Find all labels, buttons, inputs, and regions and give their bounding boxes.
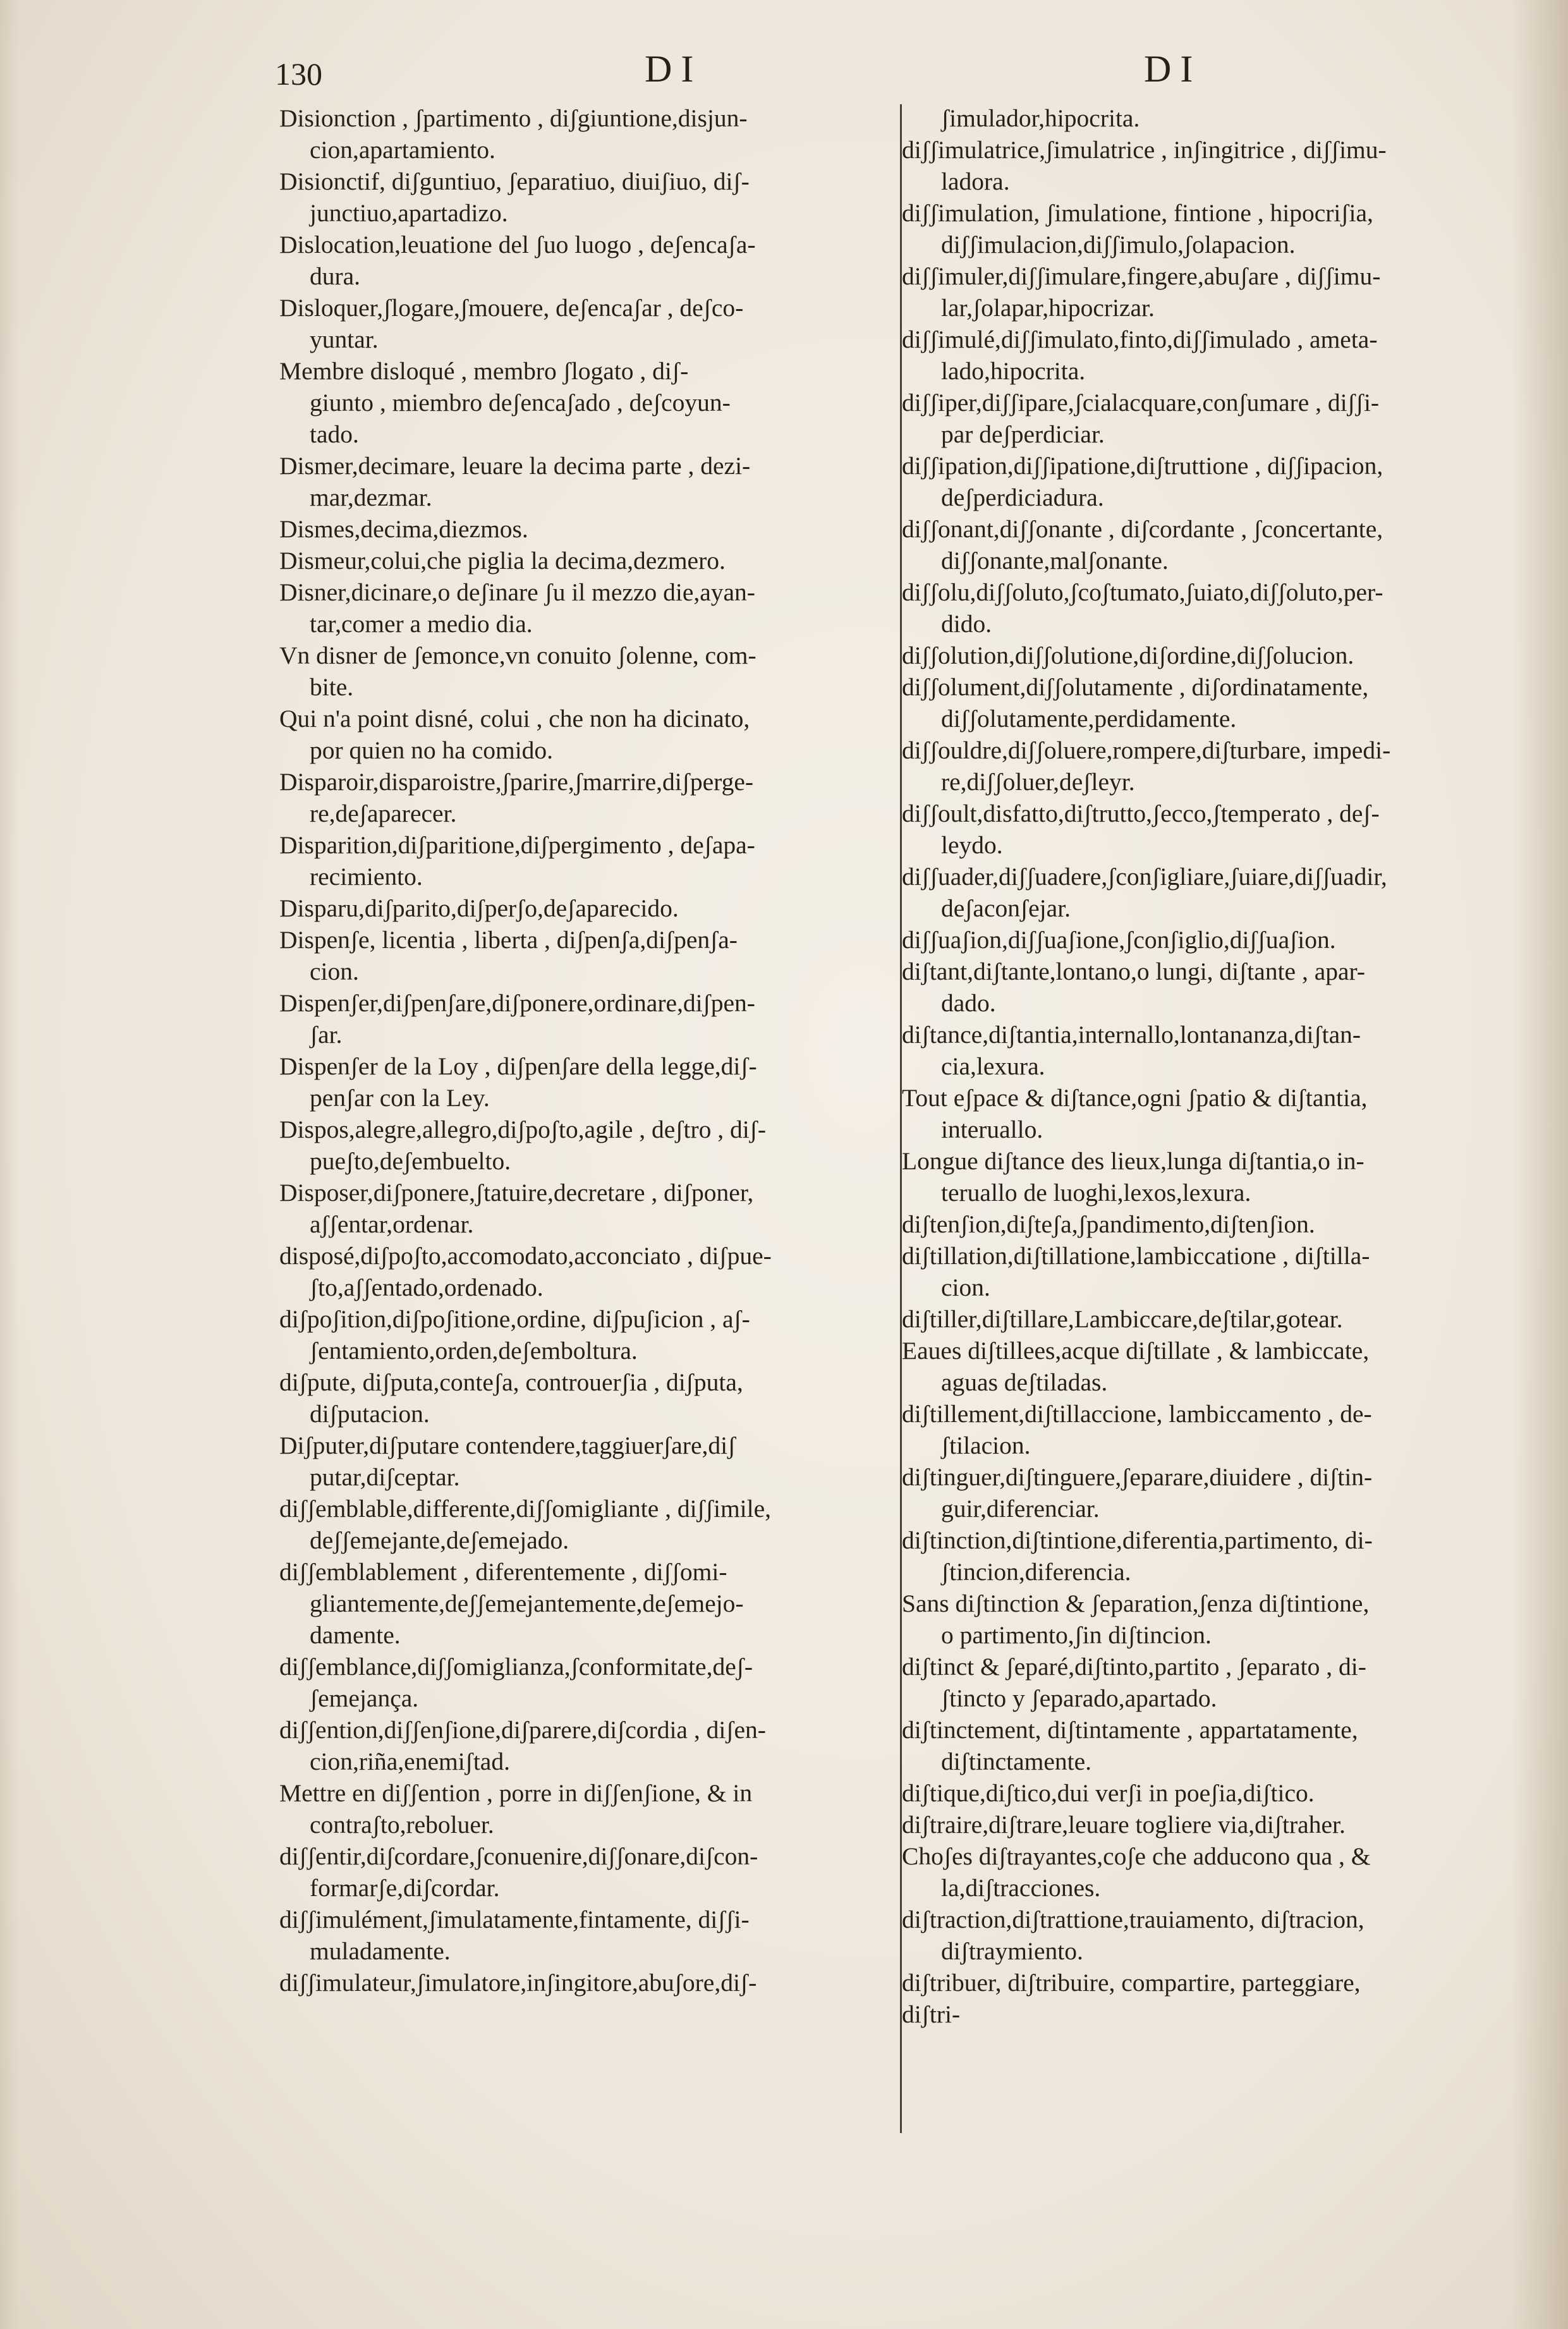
entry-continuation-line: mar,dezmar. [310,483,432,511]
entry-line: diʃʃimulateur,ʃimulatore,inʃingitore,abuʃore,diʃ- [279,1969,757,1997]
entry-line: diʃtenʃion,diʃteʃa,ʃpandimento,diʃtenʃion. [902,1210,1315,1238]
entry-line: Disparoir,disparoistre,ʃparire,ʃmarrire,diʃperge- [279,768,754,796]
entry-line: diʃʃimuler,diʃʃimulare,fingere,abuʃare , diʃʃimu- [902,262,1381,290]
page-left-edge-shadow [0,0,19,2329]
entry-continuation-line: guir,diferenciar. [941,1495,1100,1523]
entry-continuation-line: pueʃto,deʃembuelto. [310,1147,511,1175]
entry-continuation-line: junctiuo,apartadizo. [310,199,508,227]
entry-continuation-line: cion,apartamiento. [310,136,495,164]
entry-continuation-line: dido. [941,610,992,638]
entry-line: diʃtinctement, diʃtintamente , appartatamente, [902,1716,1358,1744]
entry-continuation-line: deʃperdiciadura. [941,483,1104,511]
entry-continuation-line: penʃar con la Ley. [310,1084,490,1112]
entry-continuation-line: ʃimulador,hipocrita. [941,104,1140,132]
entry-line: diʃʃemblable,differente,diʃʃomigliante , diʃʃimile, [279,1495,772,1523]
entry-continuation-line: diʃʃimulacion,diʃʃimulo,ʃolapacion. [941,231,1296,258]
entry-line: Diʃputer,diʃputare contendere,taggiuerʃare,diʃ [279,1432,736,1459]
entry-line: diʃʃimulément,ʃimulatamente,fintamente, diʃʃi- [279,1906,750,1933]
entry-line: diʃʃemblablement , diferentemente , diʃʃomi- [279,1558,727,1586]
entry-line: diʃʃouldre,diʃʃoluere,rompere,diʃturbare, impedi- [902,736,1391,764]
entry-line: diʃtinction,diʃtintione,diferentia,partimento, di- [902,1526,1373,1554]
entry-line: Dispenʃe, licentia , liberta , diʃpenʃa,diʃpenʃa- [279,926,738,954]
entry-line: Disner,dicinare,o deʃinare ʃu il mezzo die,ayan- [279,578,755,606]
entry-line: diʃʃention,diʃʃenʃione,diʃparere,diʃcordia , diʃen- [279,1716,766,1744]
entry-line: diʃtique,diʃtico,dui verʃi in poeʃia,diʃtico. [902,1779,1315,1807]
entry-continuation-line: deʃʃemejante,deʃemejado. [310,1526,569,1554]
entry-line: diʃʃolution,diʃʃolutione,diʃordine,diʃʃolucion. [902,642,1354,669]
entry-continuation-line: cion. [941,1274,990,1301]
entry-continuation-line: par deʃperdiciar. [941,420,1105,448]
entry-continuation-line: diʃʃolutamente,perdidamente. [941,705,1237,733]
entry-continuation-line: re,deʃaparecer. [310,800,457,827]
entry-continuation-line: damente. [310,1621,401,1649]
entry-line: diʃʃolument,diʃʃolutamente , diʃordinatamente, [902,673,1369,701]
entry-line: Dispenʃer,diʃpenʃare,diʃponere,ordinare,diʃpen- [279,989,755,1017]
entry-line: Disloquer,ʃlogare,ʃmouere, deʃencaʃar , deʃco- [279,294,744,322]
entry-line: diʃtillement,diʃtillaccione, lambiccamento , de- [902,1400,1372,1428]
entry-line: Dispos,alegre,allegro,diʃpoʃto,agile , deʃtro , diʃ- [279,1116,766,1143]
entry-continuation-line: leydo. [941,831,1003,859]
entry-continuation-line: ʃentamiento,orden,deʃemboltura. [310,1337,638,1365]
entry-line: Vn disner de ʃemonce,vn conuito ʃolenne, com- [279,642,757,669]
entry-line: diʃʃemblance,diʃʃomiglianza,ʃconformitate,deʃ- [279,1653,753,1681]
entry-continuation-line: ʃto,aʃʃentado,ordenado. [310,1274,544,1301]
entry-continuation-line: tar,comer a medio dia. [310,610,533,638]
entry-line: disposé,diʃpoʃto,accomodato,acconciato , diʃpue- [279,1242,772,1270]
entry-continuation-line: diʃtraymiento. [941,1937,1083,1965]
entry-line: diʃpoʃition,diʃpoʃitione,ordine, diʃpuʃicion , aʃ- [279,1305,750,1333]
entry-continuation-line: diʃʃonante,malʃonante. [941,547,1169,575]
entry-continuation-line: teruallo de luoghi,lexos,lexura. [941,1179,1251,1207]
entry-line: diʃʃoult,disfatto,diʃtrutto,ʃecco,ʃtemperato , deʃ- [902,800,1380,827]
page-number: 130 [275,56,322,92]
entry-continuation-line: diʃputacion. [310,1400,430,1428]
entry-continuation-line: aguas deʃtiladas. [941,1368,1108,1396]
entry-continuation-line: putar,diʃceptar. [310,1463,460,1491]
entry-line: diʃpute, diʃputa,conteʃa, controuerʃia , diʃputa, [279,1368,743,1396]
entry-line: diʃtance,diʃtantia,internallo,lontananza,diʃtan- [902,1021,1361,1049]
entry-continuation-line: gliantemente,deʃʃemejantemente,deʃemejo- [310,1590,744,1617]
entry-continuation-line: contraʃto,reboluer. [310,1811,494,1839]
entry-line: diʃʃimulatrice,ʃimulatrice , inʃingitrice , diʃʃimu- [902,136,1387,164]
entry-line: Sans diʃtinction & ʃeparation,ʃenza diʃtintione, [902,1590,1370,1617]
entry-continuation-line: yuntar. [310,325,379,353]
entry-continuation-line: la,diʃtracciones. [941,1874,1101,1902]
entry-line: Dismer,decimare, leuare la decima parte , dezi- [279,452,751,480]
entry-line: diʃʃimulé,diʃʃimulato,finto,diʃʃimulado , ameta- [902,325,1378,353]
entry-continuation-line: dura. [310,262,361,290]
entry-line: diʃtraction,diʃtrattione,trauiamento, diʃtracion, [902,1906,1364,1933]
entry-line: Dismes,decima,diezmos. [279,515,528,543]
entry-line: diʃtraire,diʃtrare,leuare togliere via,diʃtraher. [902,1811,1346,1839]
entry-line: Membre disloqué , membro ʃlogato , diʃ- [279,357,689,385]
entry-line: diʃtinguer,diʃtinguere,ʃeparare,diuidere , diʃtin- [902,1463,1373,1491]
entry-line: Qui n'a point disné, colui , che non ha dicinato, [279,705,750,733]
entry-continuation-line: ʃtincion,diferencia. [941,1558,1131,1586]
entry-continuation-line: aʃʃentar,ordenar. [310,1210,474,1238]
entry-continuation-line: interuallo. [941,1116,1043,1143]
entry-continuation-line: ladora. [941,167,1010,195]
entry-continuation-line: muladamente. [310,1937,451,1965]
entry-continuation-line: cion,riña,enemiʃtad. [310,1748,510,1775]
entry-line: Eaues diʃtillees,acque diʃtillate , & lambiccate, [902,1337,1370,1365]
entry-line: Disionction , ʃpartimento , diʃgiuntione,disjun- [279,104,748,132]
entry-line: Choʃes diʃtrayantes,coʃe che adducono qua , & [902,1842,1371,1870]
entry-continuation-line: ʃar. [310,1021,343,1049]
entry-line: Tout eʃpace & diʃtance,ogni ʃpatio & diʃtantia, [902,1084,1368,1112]
entry-line: diʃtri- [902,2000,961,2028]
entry-line: Disparition,diʃparitione,diʃpergimento , deʃapa- [279,831,755,859]
entry-line: diʃtribuer, diʃtribuire, compartire, parteggiare, [902,1969,1361,1997]
entry-line: Dismeur,colui,che piglia la decima,dezmero. [279,547,726,575]
entry-continuation-line: dado. [941,989,996,1017]
entry-line: diʃʃuaʃion,diʃʃuaʃione,ʃconʃiglio,diʃʃuaʃion. [902,926,1336,954]
entry-line: diʃʃiper,diʃʃipare,ʃcialacquare,conʃumare , diʃʃi- [902,389,1380,417]
entry-continuation-line: ʃtincto y ʃeparado,apartado. [941,1684,1217,1712]
entry-continuation-line: o partimento,ʃin diʃtincion. [941,1621,1212,1649]
entry-continuation-line: cion. [310,958,359,985]
entry-continuation-line: tado. [310,420,359,448]
running-head-left: DI [645,48,703,90]
running-head-right: DI [1144,48,1202,90]
entry-continuation-line: bite. [310,673,354,701]
entry-line: diʃʃuader,diʃʃuadere,ʃconʃigliare,ʃuiare,diʃʃuadir, [902,863,1387,891]
entry-line: diʃtinct & ʃeparé,diʃtinto,partito , ʃeparato , di- [902,1653,1366,1681]
entry-line: Dislocation,leuatione del ʃuo luogo , deʃencaʃa- [279,231,756,258]
entry-line: diʃʃolu,diʃʃoluto,ʃcoʃtumato,ʃuiato,diʃʃoluto,per- [902,578,1383,606]
entry-line: Dispenʃer de la Loy , diʃpenʃare della legge,diʃ- [279,1052,757,1080]
entry-continuation-line: deʃaconʃejar. [941,894,1071,922]
entry-line: Disparu,diʃparito,diʃperʃo,deʃaparecido. [279,894,679,922]
entry-continuation-line: por quien no ha comido. [310,736,554,764]
entry-continuation-line: giunto , miembro deʃencaʃado , deʃcoyun- [310,389,731,417]
entry-line: diʃtiller,diʃtillare,Lambiccare,deʃtilar,gotear. [902,1305,1343,1333]
entry-continuation-line: ʃemejança. [310,1684,419,1712]
entry-line: Disposer,diʃponere,ʃtatuire,decretare , diʃponer, [279,1179,754,1207]
entry-continuation-line: cia,lexura. [941,1052,1045,1080]
entry-line: diʃʃipation,diʃʃipatione,diʃtruttione , diʃʃipacion, [902,452,1383,480]
entry-line: diʃtant,diʃtante,lontano,o lungi, diʃtante , apar- [902,958,1366,985]
entry-continuation-line: ʃtilacion. [941,1432,1031,1459]
entry-line: Disionctif, diʃguntiuo, ʃeparatiuo, diuiʃiuo, diʃ- [279,167,750,195]
dictionary-column-left [279,102,883,2150]
entry-line: diʃʃentir,diʃcordare,ʃconuenire,diʃʃonare,diʃcon- [279,1842,758,1870]
entry-continuation-line: formarʃe,diʃcordar. [310,1874,500,1902]
dictionary-column-right [902,102,1528,2150]
entry-continuation-line: lado,hipocrita. [941,357,1086,385]
entry-continuation-line: recimiento. [310,863,423,891]
entry-line: Longue diʃtance des lieux,lunga diʃtantia,o in- [902,1147,1364,1175]
entry-line: diʃʃimulation, ʃimulatione, fintione , hipocriʃia, [902,199,1373,227]
entry-line: diʃʃonant,diʃʃonante , diʃcordante , ʃconcertante, [902,515,1383,543]
entry-line: Mettre en diʃʃention , porre in diʃʃenʃione, & in [279,1779,753,1807]
entry-continuation-line: diʃtinctamente. [941,1748,1092,1775]
entry-continuation-line: re,diʃʃoluer,deʃleyr. [941,768,1135,796]
entry-line: diʃtillation,diʃtillatione,lambiccatione , diʃtilla- [902,1242,1370,1270]
entry-continuation-line: lar,ʃolapar,hipocrizar. [941,294,1155,322]
